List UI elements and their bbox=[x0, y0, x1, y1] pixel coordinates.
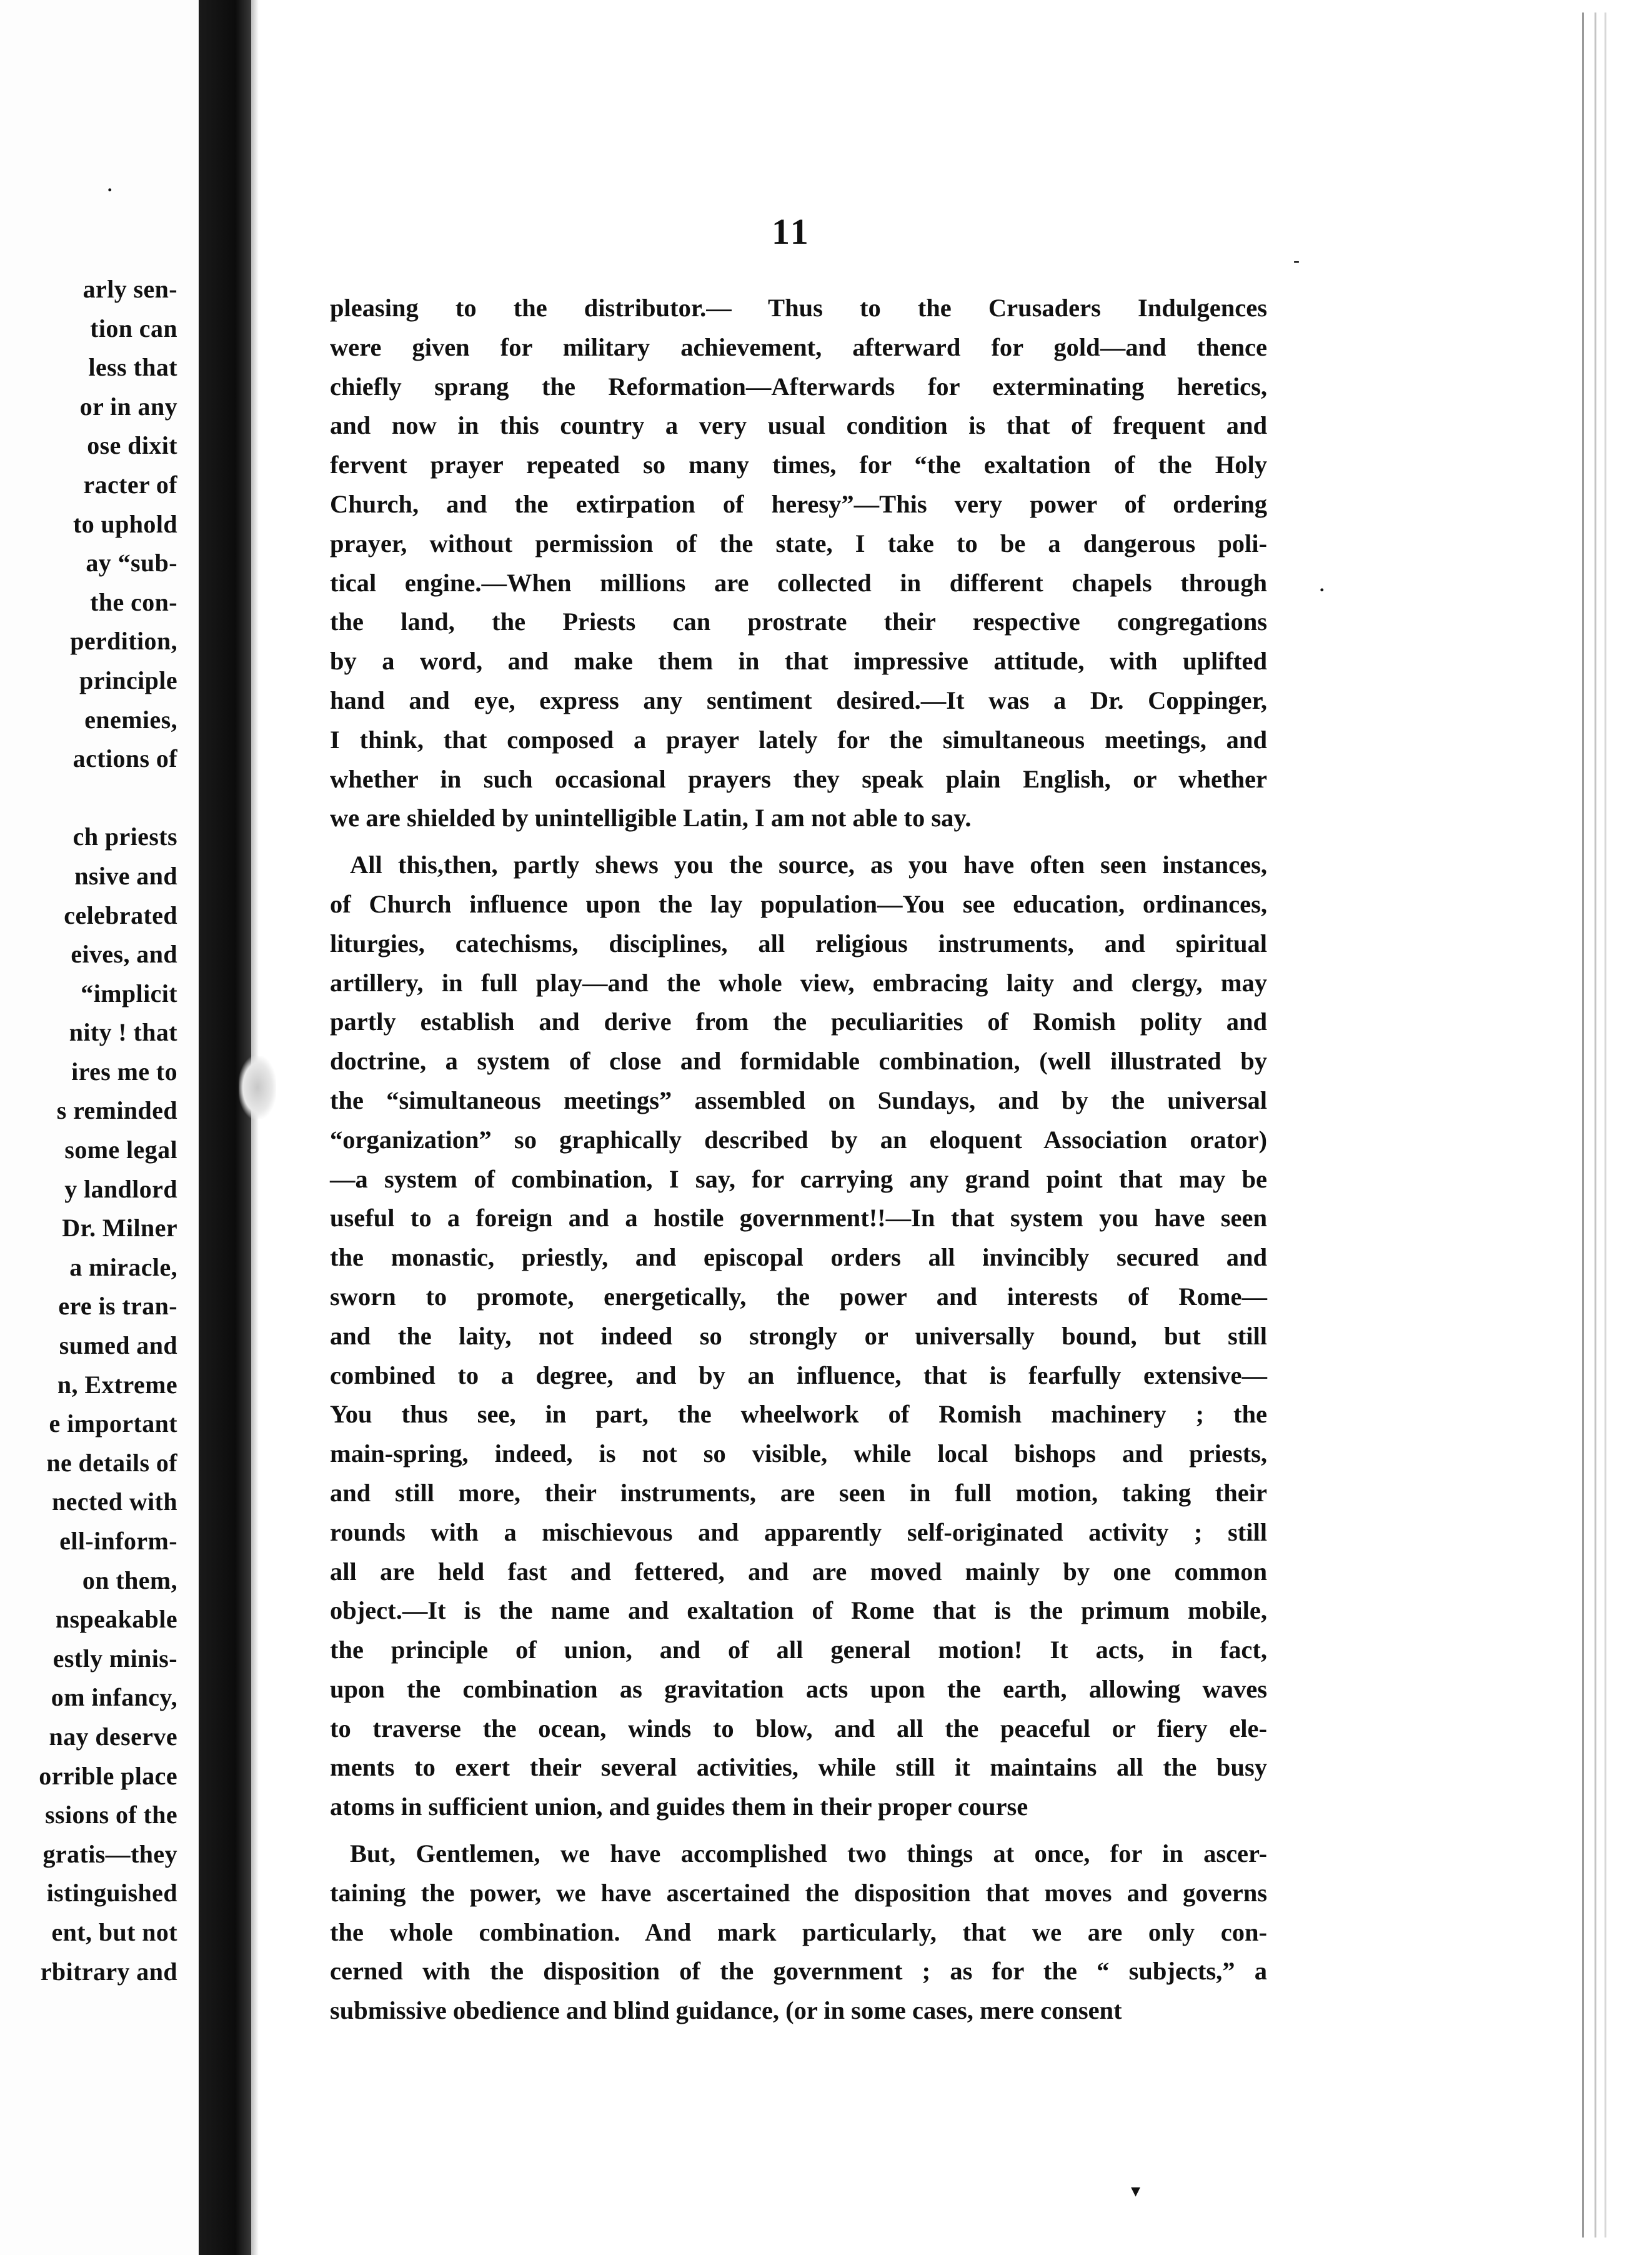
gutter-shadow bbox=[251, 0, 259, 2255]
text-line: You thus see, in part, the wheelwork of Romish machinery ; the bbox=[330, 1400, 1267, 1429]
text-line: object.—It is the name and exaltation of Rome that is the primum mobile, bbox=[330, 1596, 1267, 1625]
facing-page-line: principle bbox=[79, 666, 177, 694]
text-line: to traverse the ocean, winds to blow, and all the peaceful or fiery ele- bbox=[330, 1714, 1267, 1742]
text-line: useful to a foreign and a hostile government!!—In that system you have seen bbox=[330, 1204, 1267, 1232]
facing-page-line: nected with bbox=[51, 1488, 177, 1516]
facing-page-line: arly sen- bbox=[82, 275, 177, 303]
text-line: upon the combination as gravitation acts upon the earth, allowing waves bbox=[330, 1674, 1267, 1703]
text-line: and the laity, not indeed so strongly or universally bound, but still bbox=[330, 1321, 1267, 1350]
facing-page-line: perdition, bbox=[70, 627, 177, 656]
text-line: fervent prayer repeated so many times, for “the exaltation of the Holy bbox=[330, 451, 1267, 479]
facing-page-text bbox=[39, 270, 177, 1991]
facing-page-line: ent, but not bbox=[51, 1918, 177, 1946]
paragraph-gap bbox=[330, 838, 1267, 846]
text-line: the whole combination. And mark particularly, that we are only con- bbox=[330, 1918, 1267, 1946]
text-line: ments to exert their several activities, while still it maintains all the busy bbox=[330, 1753, 1267, 1782]
text-line: of Church influence upon the lay population—You see education, ordinances, bbox=[330, 889, 1267, 918]
text-line: doctrine, a system of close and formidable combination, (well illustrated by bbox=[330, 1047, 1267, 1076]
text-line: were given for military achievement, afterward for gold—and thence bbox=[330, 332, 1267, 361]
ink-speck: . bbox=[107, 175, 112, 196]
facing-page-line: to uphold bbox=[72, 509, 177, 538]
facing-page-line: some legal bbox=[64, 1136, 177, 1164]
text-line: Church, and the extirpation of heresy”—This very power of ordering bbox=[330, 489, 1267, 518]
text-line: taining the power, we have ascertained the disposition that moves and governs bbox=[330, 1878, 1267, 1907]
text-line: the land, the Priests can prostrate their respective congregations bbox=[330, 608, 1267, 636]
facing-page-line: ires me to bbox=[71, 1057, 177, 1086]
facing-page-line: estly minis- bbox=[52, 1644, 177, 1672]
facing-page-line: istinguished bbox=[46, 1879, 177, 1908]
facing-page-line: ay “sub- bbox=[86, 549, 177, 578]
ink-speck: . bbox=[1320, 575, 1325, 596]
ink-speck: - bbox=[1293, 250, 1300, 271]
facing-page-line: celebrated bbox=[64, 901, 177, 929]
edge-line bbox=[1605, 12, 1606, 2238]
facing-page-line: gratis—they bbox=[42, 1839, 177, 1868]
text-line: whether in such occasional prayers they speak plain English, or whether bbox=[330, 764, 1267, 793]
text-line: the monastic, priestly, and episcopal orders all invincibly secured and bbox=[330, 1243, 1267, 1272]
facing-page-line: racter of bbox=[83, 470, 177, 499]
facing-page-line: nspeakable bbox=[55, 1605, 177, 1634]
text-line: submissive obedience and blind guidance, (or in some cases, mere consent bbox=[330, 1996, 1122, 2025]
facing-page-line bbox=[39, 779, 177, 818]
facing-page-line: s reminded bbox=[56, 1096, 177, 1125]
text-line: we are shielded by unintelligible Latin, I am not able to say. bbox=[330, 804, 972, 832]
text-line: cerned with the disposition of the government ; as for the “ subjects,” a bbox=[330, 1957, 1267, 1986]
text-line: But, Gentlemen, we have accomplished two things at once, for in ascer- bbox=[350, 1839, 1267, 1868]
facing-page-line: y landlord bbox=[64, 1174, 177, 1203]
facing-page-line: or in any bbox=[79, 392, 177, 421]
text-line: combined to a degree, and by an influence, that is fearfully extensive— bbox=[330, 1361, 1267, 1389]
facing-page-line: orrible place bbox=[39, 1761, 177, 1790]
paragraph-gap bbox=[330, 1827, 1267, 1834]
text-line: “organization” so graphically described by an eloquent Association orator) bbox=[330, 1125, 1267, 1154]
facing-page-line: sumed and bbox=[59, 1331, 177, 1360]
facing-page-line: a miracle, bbox=[69, 1252, 177, 1281]
facing-page-line: ch priests bbox=[72, 822, 177, 851]
text-line: prayer, without permission of the state, I take to be a dangerous poli- bbox=[330, 529, 1267, 558]
text-line: All this,then, partly shews you the source, as you have often seen instances, bbox=[350, 851, 1267, 879]
text-line: liturgies, catechisms, disciplines, all religious instruments, and spiritual bbox=[330, 929, 1267, 958]
text-line: artillery, in full play—and the whole view, embracing laity and clergy, may bbox=[330, 968, 1267, 997]
facing-page-line: ssions of the bbox=[45, 1801, 177, 1829]
text-line: partly establish and derive from the peculiarities of Romish polity and bbox=[330, 1008, 1267, 1036]
text-line: hand and eye, express any sentiment desired.—It was a Dr. Coppinger, bbox=[330, 686, 1267, 714]
facing-page-line: om infancy, bbox=[51, 1683, 177, 1712]
facing-page-line: less that bbox=[88, 353, 177, 382]
text-line: —a system of combination, I say, for carrying any grand point that may be bbox=[330, 1164, 1267, 1193]
text-line: tical engine.—When millions are collected in different chapels through bbox=[330, 568, 1267, 597]
text-line: by a word, and make them in that impressive attitude, with uplifted bbox=[330, 647, 1267, 676]
facing-page-line: nsive and bbox=[74, 861, 177, 890]
text-line: the principle of union, and of all general motion! It acts, in fact, bbox=[330, 1636, 1267, 1664]
facing-page-line: ne details of bbox=[46, 1448, 177, 1477]
text-line: the “simultaneous meetings” assembled on Sundays, and by the universal bbox=[330, 1086, 1267, 1114]
text-line: atoms in sufficient union, and guides them in their proper course bbox=[330, 1792, 1028, 1821]
book-gutter bbox=[199, 0, 251, 2255]
facing-page-line: enemies, bbox=[84, 705, 177, 734]
facing-page-line: n, Extreme bbox=[57, 1370, 177, 1399]
edge-line bbox=[1582, 12, 1584, 2238]
facing-page-line: ere is tran- bbox=[58, 1292, 177, 1321]
text-line: and still more, their instruments, are seen in full motion, taking their bbox=[330, 1478, 1267, 1507]
text-line: I think, that composed a prayer lately for the simultaneous meetings, and bbox=[330, 725, 1267, 754]
facing-page-line: Dr. Milner bbox=[62, 1214, 177, 1242]
ink-speck: ▾ bbox=[1131, 2181, 1141, 2201]
facing-page-line: tion can bbox=[90, 314, 177, 342]
text-line: pleasing to the distributor.— Thus to the Crusaders Indulgences bbox=[330, 294, 1267, 322]
facing-page-line: ell-inform- bbox=[59, 1527, 177, 1555]
text-line: and now in this country a very usual condition is that of frequent and bbox=[330, 411, 1267, 440]
page-number: 11 bbox=[772, 211, 811, 252]
body-text bbox=[330, 289, 1267, 2031]
text-line: sworn to promote, energetically, the power and interests of Rome— bbox=[330, 1282, 1267, 1311]
text-line: rounds with a mischievous and apparently self-originated activity ; still bbox=[330, 1518, 1267, 1546]
facing-page-line: e important bbox=[49, 1409, 177, 1438]
text-line: chiefly sprang the Reformation—Afterwards for exterminating heretics, bbox=[330, 372, 1267, 401]
facing-page-line: nity ! that bbox=[69, 1018, 177, 1047]
facing-page-line: eives, and bbox=[71, 940, 177, 969]
facing-page-line: nay deserve bbox=[49, 1722, 177, 1751]
facing-page-line: on them, bbox=[82, 1566, 177, 1594]
facing-page-left bbox=[0, 0, 199, 2255]
facing-page-line: the con- bbox=[90, 588, 177, 616]
page-edge-right bbox=[1578, 0, 1652, 2255]
facing-page-line: ose dixit bbox=[87, 431, 177, 460]
facing-page-line: rbitrary and bbox=[40, 1957, 177, 1986]
text-line: all are held fast and fettered, and are moved mainly by one common bbox=[330, 1557, 1267, 1586]
facing-page-line: actions of bbox=[72, 744, 177, 773]
text-line: main-spring, indeed, is not so visible, while local bishops and priests, bbox=[330, 1439, 1267, 1468]
facing-page-line: “implicit bbox=[81, 979, 177, 1008]
paper-stain bbox=[239, 1056, 276, 1119]
edge-line bbox=[1595, 12, 1596, 2238]
